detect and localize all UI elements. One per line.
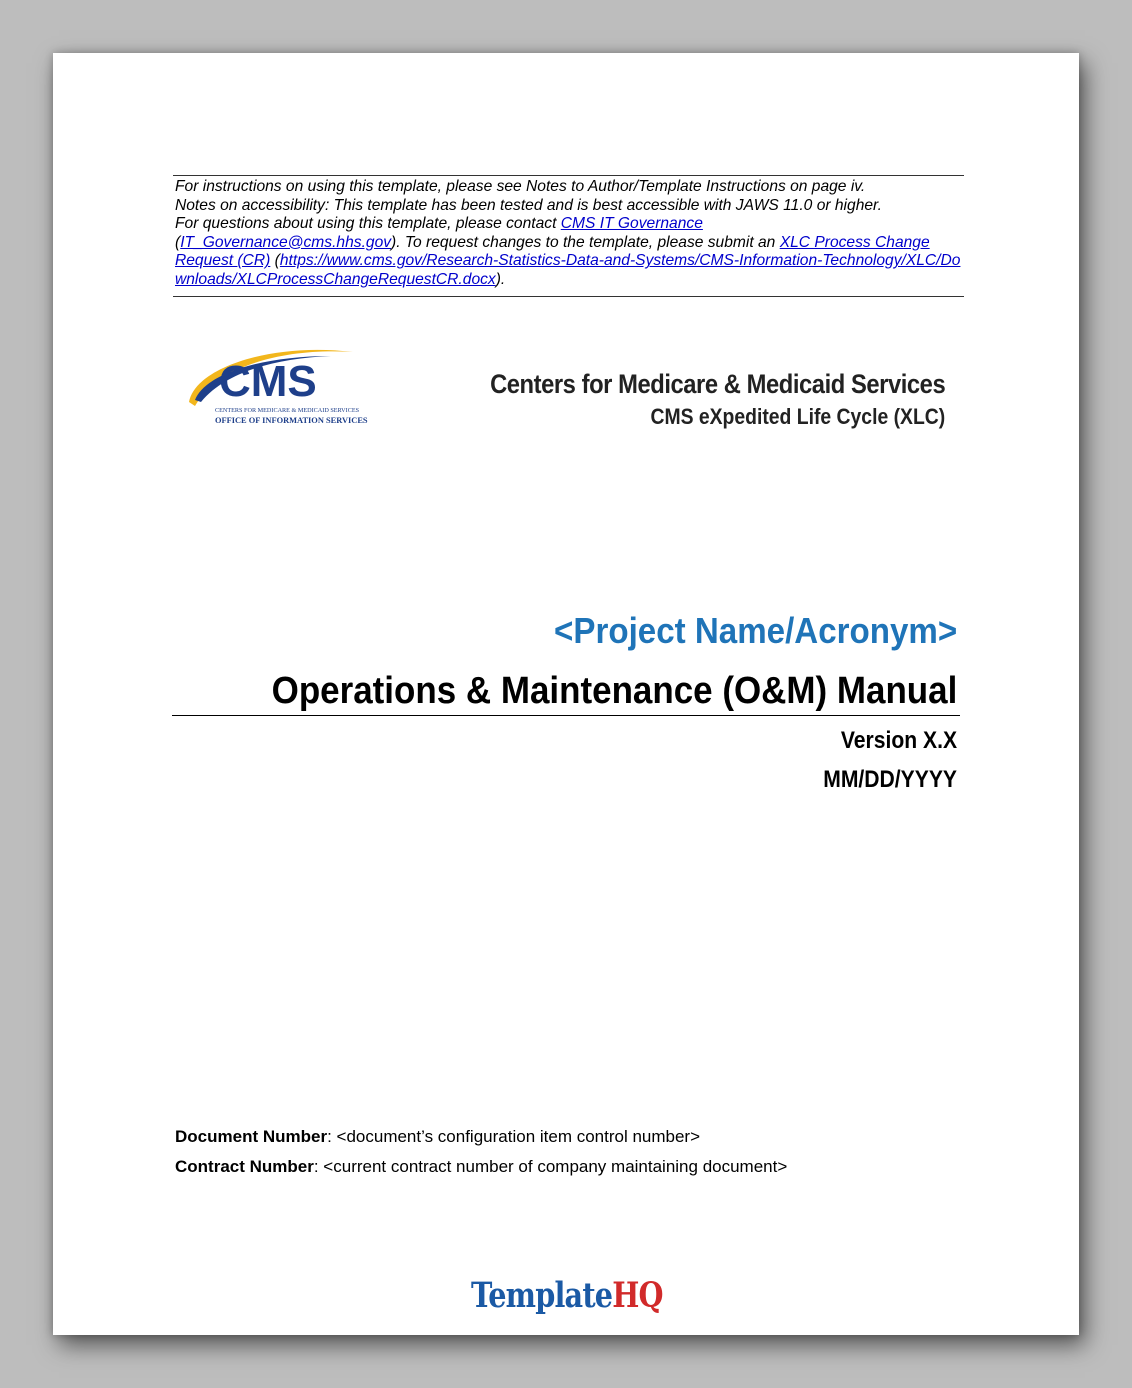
version-label: Version X.X (840, 727, 957, 754)
title-divider (172, 715, 960, 716)
document-number-line (175, 1127, 700, 1147)
organization-header (428, 369, 945, 430)
document-number-value: : <document’s configuration item control number> (327, 1127, 701, 1146)
document-title: Operations & Maintenance (O&M) Manual (271, 670, 957, 712)
document-page (53, 53, 1079, 1335)
life-cycle-name: CMS eXpedited Life Cycle (XLC) (650, 404, 945, 429)
paren-open: ( (175, 233, 181, 251)
date-label: MM/DD/YYYY (823, 766, 957, 793)
logo-subtitle-2: OFFICE OF INFORMATION SERVICES (215, 416, 368, 425)
contract-number-value: : <current contract number of company maintaining document> (313, 1157, 788, 1176)
cms-logo (181, 340, 387, 430)
instructions-line: For instructions on using this template, please see Notes to Author/Template Instructions on page iv. (175, 178, 866, 195)
document-number-label: Document Number (175, 1127, 328, 1146)
xlc-change-request-link[interactable]: XLC Process Change Request (CR) (175, 233, 930, 270)
templatehq-watermark (471, 1275, 663, 1316)
change-request-url-link[interactable]: https://www.cms.gov/Research-Statistics-Data-and-Systems/CMS-Information-Technology/XLC/Downloads/XLCProcessChangeRequestCR.docx (175, 252, 961, 288)
accessibility-line: Notes on accessibility: This template has been tested and is best accessible with JAWS 11.0 or higher. (175, 196, 882, 214)
logo-cms-text: CMS (219, 357, 317, 406)
governance-email-link[interactable]: IT_Governance@cms.hhs.gov (180, 233, 392, 251)
brand-part-template: Template (471, 1275, 613, 1316)
contract-number-line (175, 1157, 787, 1177)
organization-name: Centers for Medicare & Medicaid Services (489, 369, 945, 399)
request-text: ). To request changes to the template, please submit an (391, 233, 780, 251)
cms-it-governance-link[interactable]: CMS IT Governance (560, 215, 703, 233)
contract-number-label: Contract Number (175, 1157, 314, 1176)
contact-paragraph (175, 215, 962, 289)
closing-text: ). (495, 270, 506, 288)
logo-subtitle-1: CENTERS FOR MEDICARE & MEDICAID SERVICES (215, 407, 360, 414)
paren-open-2: ( (270, 252, 280, 270)
project-name-placeholder: <Project Name/Acronym> (553, 610, 957, 651)
brand-part-hq: HQ (612, 1275, 663, 1316)
template-instructions-box (173, 175, 964, 297)
contact-text: For questions about using this template, please contact (175, 215, 561, 233)
